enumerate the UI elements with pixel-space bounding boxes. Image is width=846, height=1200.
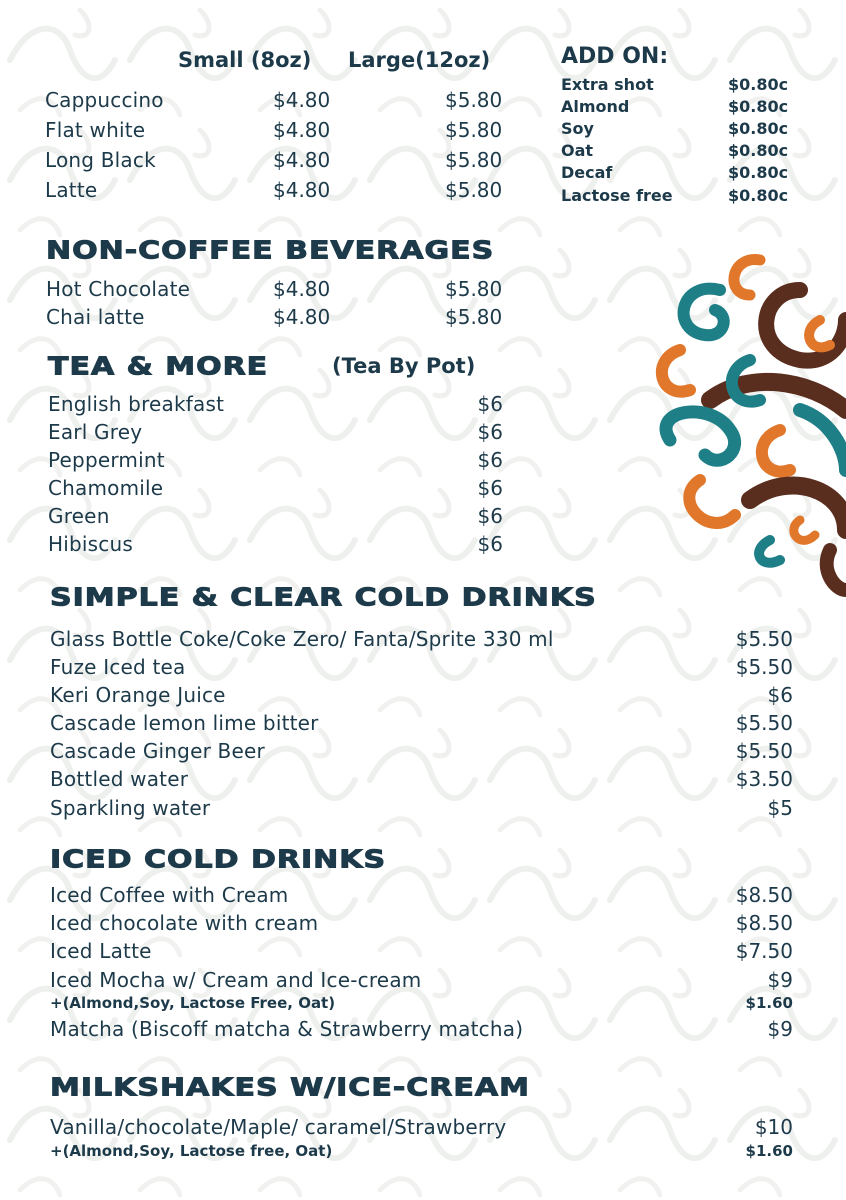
tea-item-name: Peppermint bbox=[48, 448, 165, 472]
cold-item-name: Sparkling water bbox=[50, 796, 211, 820]
iced-item-price: $9 bbox=[767, 968, 793, 992]
coffee-item-small-price: $4.80 bbox=[273, 178, 331, 202]
cold-item-price: $3.50 bbox=[735, 767, 793, 791]
section-heading-iced: ICED COLD DRINKS bbox=[50, 845, 387, 874]
tea-subtitle: (Tea By Pot) bbox=[332, 354, 476, 378]
tea-item-price: $6 bbox=[477, 448, 503, 472]
noncoffee-item-large-price: $5.80 bbox=[445, 277, 503, 301]
addon-item-price: $0.80c bbox=[728, 163, 789, 182]
tea-item-name: Hibiscus bbox=[48, 532, 133, 556]
coffee-item-large-price: $5.80 bbox=[445, 88, 503, 112]
noncoffee-item-name: Hot Chocolate bbox=[46, 277, 191, 301]
addon-item-name: Lactose free bbox=[561, 186, 673, 205]
coffee-item-name: Latte bbox=[45, 178, 98, 202]
noncoffee-item-small-price: $4.80 bbox=[273, 277, 331, 301]
tea-item-price: $6 bbox=[477, 476, 503, 500]
milkshake-milk-options-price: $1.60 bbox=[745, 1142, 793, 1160]
addon-item-price: $0.80c bbox=[728, 119, 789, 138]
cold-item-price: $5.50 bbox=[735, 655, 793, 679]
coffee-item-small-price: $4.80 bbox=[273, 148, 331, 172]
noncoffee-item-small-price: $4.80 bbox=[273, 305, 331, 329]
addon-item-price: $0.80c bbox=[728, 186, 789, 205]
section-heading-tea: TEA & MORE bbox=[48, 352, 269, 381]
coffee-item-name: Flat white bbox=[45, 118, 146, 142]
cold-item-price: $5 bbox=[767, 796, 793, 820]
tea-item-name: Green bbox=[48, 504, 110, 528]
cold-item-name: Glass Bottle Coke/Coke Zero/ Fanta/Sprite 330 ml bbox=[50, 627, 554, 651]
column-large-header: Large(12oz) bbox=[348, 48, 491, 72]
iced-item-price: $8.50 bbox=[735, 883, 793, 907]
milkshake-price: $10 bbox=[754, 1115, 793, 1139]
cold-item-name: Bottled water bbox=[50, 767, 189, 791]
cold-item-price: $6 bbox=[767, 683, 793, 707]
cold-item-price: $5.50 bbox=[735, 711, 793, 735]
addon-item-price: $0.80c bbox=[728, 141, 789, 160]
coffee-item-name: Long Black bbox=[45, 148, 156, 172]
addon-item-name: Almond bbox=[561, 97, 630, 116]
coffee-item-name: Cappuccino bbox=[45, 88, 164, 112]
column-small-header: Small (8oz) bbox=[178, 48, 312, 72]
addon-item-name: Oat bbox=[561, 141, 594, 160]
section-heading-milkshakes: MILKSHAKES W/ICE-CREAM bbox=[50, 1073, 530, 1102]
cold-item-name: Fuze Iced tea bbox=[50, 655, 186, 679]
addon-item-name: Decaf bbox=[561, 163, 613, 182]
iced-matcha-price: $9 bbox=[767, 1017, 793, 1041]
addon-title: ADD ON: bbox=[561, 44, 669, 69]
section-heading-cold: SIMPLE & CLEAR COLD DRINKS bbox=[50, 583, 597, 612]
iced-item-name: Iced Coffee with Cream bbox=[50, 883, 289, 907]
cold-item-price: $5.50 bbox=[735, 627, 793, 651]
iced-milk-options-price: $1.60 bbox=[745, 994, 793, 1012]
iced-item-name: Iced chocolate with cream bbox=[50, 911, 319, 935]
section-heading-noncoffee: NON-COFFEE BEVERAGES bbox=[46, 236, 495, 265]
iced-matcha-name: Matcha (Biscoff matcha & Strawberry matcha) bbox=[50, 1017, 524, 1041]
iced-item-name: Iced Mocha w/ Cream and Ice-cream bbox=[50, 968, 422, 992]
tea-item-price: $6 bbox=[477, 532, 503, 556]
addon-item-price: $0.80c bbox=[728, 97, 789, 116]
iced-item-price: $8.50 bbox=[735, 911, 793, 935]
addon-item-name: Soy bbox=[561, 119, 594, 138]
noncoffee-item-large-price: $5.80 bbox=[445, 305, 503, 329]
coffee-item-large-price: $5.80 bbox=[445, 148, 503, 172]
decorative-swirl-icon bbox=[650, 250, 846, 600]
tea-item-price: $6 bbox=[477, 420, 503, 444]
iced-item-name: Iced Latte bbox=[50, 939, 152, 963]
tea-item-name: Earl Grey bbox=[48, 420, 143, 444]
cold-item-price: $5.50 bbox=[735, 739, 793, 763]
coffee-item-large-price: $5.80 bbox=[445, 178, 503, 202]
milkshake-flavours: Vanilla/chocolate/Maple/ caramel/Strawberry bbox=[50, 1115, 507, 1139]
tea-item-price: $6 bbox=[477, 504, 503, 528]
coffee-item-large-price: $5.80 bbox=[445, 118, 503, 142]
milkshake-milk-options-note: +(Almond,Soy, Lactose free, Oat) bbox=[50, 1142, 333, 1160]
coffee-item-small-price: $4.80 bbox=[273, 88, 331, 112]
cold-item-name: Cascade lemon lime bitter bbox=[50, 711, 319, 735]
iced-milk-options-note: +(Almond,Soy, Lactose Free, Oat) bbox=[50, 994, 336, 1012]
cold-item-name: Cascade Ginger Beer bbox=[50, 739, 265, 763]
cold-item-name: Keri Orange Juice bbox=[50, 683, 226, 707]
tea-item-price: $6 bbox=[477, 392, 503, 416]
tea-item-name: Chamomile bbox=[48, 476, 164, 500]
tea-item-name: English breakfast bbox=[48, 392, 225, 416]
coffee-item-small-price: $4.80 bbox=[273, 118, 331, 142]
addon-item-price: $0.80c bbox=[728, 75, 789, 94]
iced-item-price: $7.50 bbox=[735, 939, 793, 963]
addon-item-name: Extra shot bbox=[561, 75, 654, 94]
noncoffee-item-name: Chai latte bbox=[46, 305, 145, 329]
